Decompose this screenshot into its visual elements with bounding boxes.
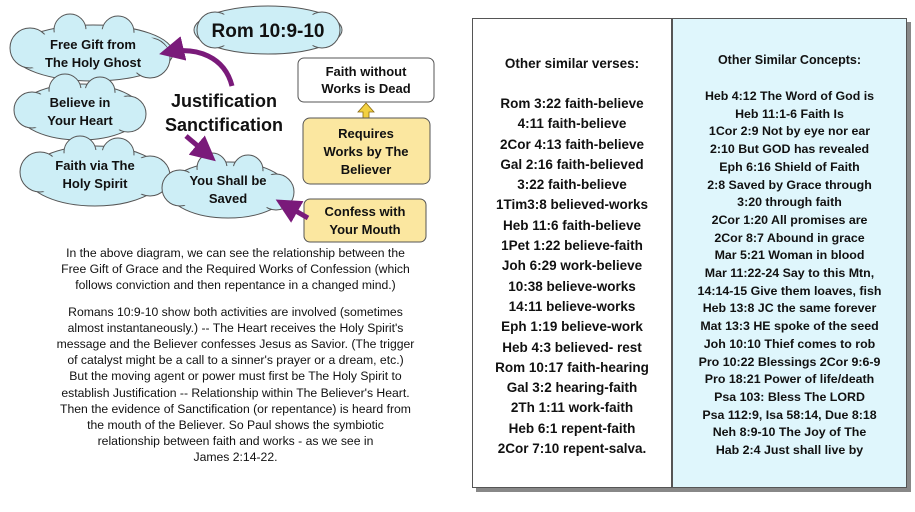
sanctification-label: Sanctification [164, 115, 284, 135]
explanation-line: Free Gift of Grace and the Required Works of Confession (which [61, 262, 410, 277]
free-gift-cloud [10, 14, 173, 81]
believe-line-1: Believe in [49, 95, 111, 110]
verse-item: 1Pet 1:22 believe-faith [501, 238, 643, 254]
similar-concepts-list [673, 88, 906, 460]
verse-item: 2Th 1:11 work-faith [510, 400, 634, 416]
explanation-line: message and the Believer confesses Jesus as Savior. (The trigger [56, 337, 415, 352]
faith-spirit-cloud [20, 136, 170, 206]
explanation-line: James 2:14-22. [193, 450, 278, 465]
believe-cloud [14, 74, 146, 140]
verse-item: Gal 2:16 faith-believed [500, 156, 644, 172]
requires-works-line-3: Believer [340, 162, 392, 177]
verse-item: Heb 4:3 believed- rest [502, 339, 642, 355]
faith-without-works-line-2: Works is Dead [321, 81, 411, 96]
believe-line-2: Your Heart [47, 113, 113, 128]
confess-line-2: Your Mouth [329, 222, 401, 237]
concept-item: Heb 13:8 JC the same forever [702, 301, 877, 316]
explanation-line: relationship between faith and works - as we see in [97, 434, 374, 449]
concept-item: 2Cor 8:7 Abound in grace [714, 230, 865, 245]
explanation-text [8, 245, 463, 476]
free-gift-line-1: Free Gift from [50, 37, 136, 52]
saved-line-1: You Shall be [189, 173, 267, 188]
concept-item: 2:8 Saved by Grace through [707, 177, 872, 192]
saved-line-2: Saved [208, 191, 248, 206]
verse-item: 2Cor 7:10 repent-salva. [497, 441, 647, 457]
concept-item: Heb 4:12 The Word of God is [704, 89, 875, 103]
concept-item: Mar 11:22-24 Say to this Mtn, [704, 266, 875, 281]
verse-item: 10:38 believe-works [508, 278, 636, 294]
explanation-paragraph-1 [8, 245, 463, 294]
confess-line-1: Confess with [324, 204, 406, 219]
requires-works-line-2: Works by The [323, 144, 409, 159]
title-cloud [194, 6, 342, 54]
verse-item: 14:11 believe-works [508, 298, 636, 314]
explanation-line: Romans 10:9-10 show both activities are involved (sometimes [68, 304, 403, 319]
verse-item: 2Cor 4:13 faith-believe [499, 136, 645, 152]
concept-item: Psa 103: Bless The LORD [714, 389, 865, 404]
verse-item: Rom 10:17 faith-hearing [495, 359, 649, 375]
requires-works-box [303, 118, 430, 184]
verse-item: 4:11 faith-believe [517, 116, 627, 132]
concept-item: 1Cor 2:9 Not by eye nor ear [708, 124, 871, 139]
concept-item: Psa 112:9, Isa 58:14, Due 8:18 [702, 407, 877, 422]
similar-verses-title: Other similar verses: [504, 56, 640, 71]
diagram-title: Rom 10:9-10 [211, 21, 325, 42]
justification-label: Justification [170, 91, 278, 111]
verse-item: Joh 6:29 work-believe [501, 258, 643, 274]
explanation-paragraph-2 [8, 304, 463, 466]
explanation-line: Then the evidence of Sanctification (or repentance) is heard from [60, 401, 411, 416]
similar-verses-list [473, 94, 671, 459]
concept-item: 2:10 But GOD has revealed [709, 142, 870, 157]
curved-arrow-icon [164, 51, 232, 86]
similar-concepts-panel [672, 18, 907, 488]
concept-item: Joh 10:10 Thief comes to rob [703, 336, 876, 351]
concept-item: 3:20 through faith [737, 195, 842, 210]
verse-item: Gal 3:2 hearing-faith [506, 380, 638, 396]
concept-item: Mar 5:21 Woman in blood [714, 248, 865, 263]
similar-concepts-title: Other Similar Concepts: [717, 53, 862, 67]
verse-item: Rom 3:22 faith-believe [500, 96, 644, 111]
verse-item: Eph 1:19 believe-work [501, 319, 643, 335]
concept-item: Neh 8:9-10 The Joy of The [712, 425, 867, 440]
verse-item: 1Tim3:8 believed-works [495, 197, 649, 213]
concept-item: Hab 2:4 Just shall live by [715, 443, 864, 458]
verse-item: Heb 6:1 repent-faith [508, 420, 636, 436]
concept-item: 2Cor 1:20 All promises are [711, 212, 868, 227]
concept-item: Mat 13:3 HE spoke of the seed [700, 319, 879, 334]
up-arrow-icon [358, 103, 374, 119]
verse-item: 3:22 faith-believe [517, 177, 627, 193]
concept-item: 14:14-15 Give them loaves, fish [697, 283, 882, 298]
confess-box [304, 199, 426, 242]
concept-item: Pro 18:21 Power of life/death [704, 372, 875, 387]
similar-verses-panel [472, 18, 672, 488]
explanation-line: the mouth of the Believer. So Paul shows the symbiotic [87, 418, 384, 433]
faith-without-works-line-1: Faith without [325, 64, 407, 79]
explanation-line: almost instantaneously.) -- The Heart receives the Holy Spirit's [67, 320, 404, 335]
faith-spirit-line-1: Faith via The [55, 158, 135, 173]
down-arrow-icon [186, 136, 212, 158]
explanation-line: But the moving agent or power must first be The Holy Spirit to [69, 369, 402, 384]
explanation-line: of catalyst might be a call to a sinner's prayer or a dream, etc.) [67, 353, 404, 368]
explanation-line: follows conviction and then repentance in a changed mind.) [75, 278, 396, 293]
verse-item: Heb 11:6 faith-believe [502, 217, 642, 233]
concept-item: Heb 11:1-6 Faith Is [735, 106, 844, 121]
explanation-line: establish Justification -- Relationship within The Believer's Heart. [61, 385, 410, 400]
justification-diagram [0, 0, 470, 245]
explanation-line: In the above diagram, we can see the relationship between the [66, 246, 405, 260]
saved-cloud [162, 153, 294, 218]
requires-works-line-1: Requires [338, 126, 394, 141]
concept-item: Eph 6:16 Shield of Faith [719, 159, 860, 174]
free-gift-line-2: The Holy Ghost [44, 55, 142, 70]
concept-item: Pro 10:22 Blessings 2Cor 9:6-9 [698, 354, 881, 369]
faith-spirit-line-2: Holy Spirit [62, 176, 128, 191]
faith-without-works-box [298, 58, 434, 102]
